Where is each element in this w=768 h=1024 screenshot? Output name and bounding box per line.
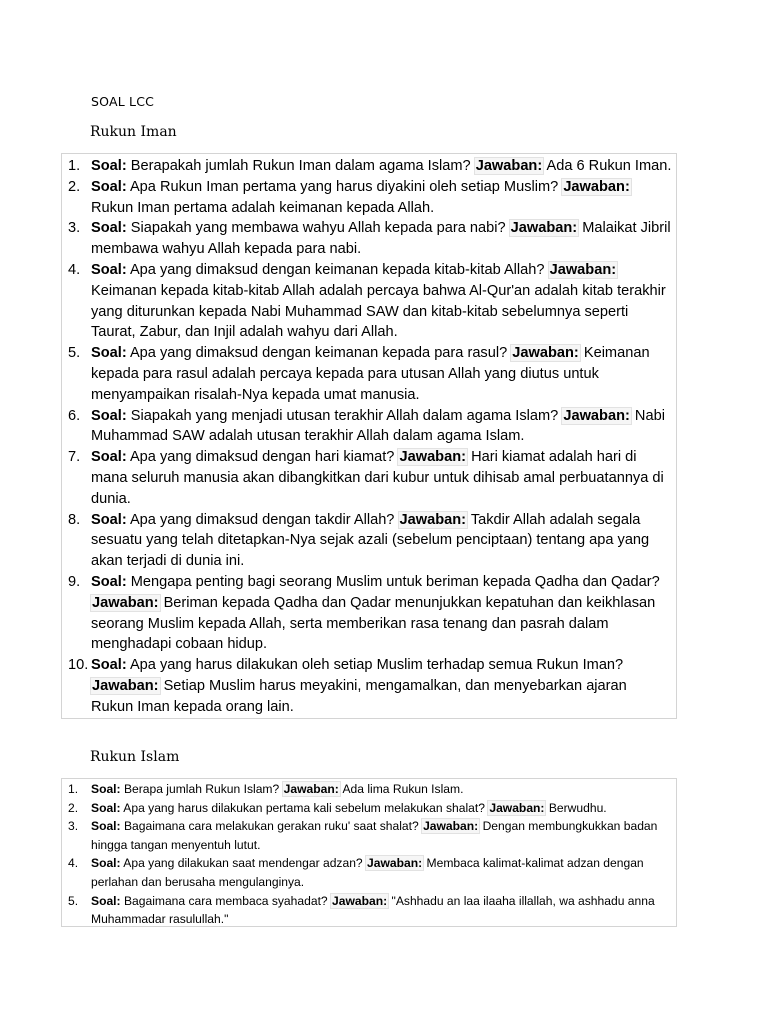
answer-text: Ada lima Rukun Islam. [342, 782, 464, 796]
answer-label: Jawaban: [399, 449, 466, 466]
question-text: Apa yang dilakukan saat mendengar adzan? [123, 856, 363, 871]
question-text: Apa yang harus dilakukan pertama kali sebelum melakukan shalat? [123, 800, 485, 815]
question-label: Soal: [91, 819, 121, 834]
qa-box-rukun-iman [61, 153, 677, 719]
question-label: Soal: [91, 800, 121, 815]
qa-item [62, 799, 672, 818]
answer-label: Jawaban: [92, 594, 159, 611]
item-number: 1. [68, 782, 79, 796]
answer-label: Jawaban: [92, 677, 159, 694]
question-text: Siapakah yang menjadi utusan terakhir Allah dalam agama Islam? [130, 407, 559, 424]
answer-text: Berwudhu. [548, 800, 607, 815]
qa-item [62, 218, 672, 260]
answer-label: Jawaban: [475, 158, 543, 174]
answer-text: Ada 6 Rukun Iman. [546, 158, 672, 174]
qa-item [62, 655, 672, 717]
question-text: Berapakah jumlah Rukun Iman dalam agama Islam? [130, 158, 471, 174]
answer-text: "Ashhadu an laa ilaaha illallah, wa ashhadu anna Muhammadar rasulullah." [91, 893, 655, 927]
question-label: Soal: [91, 178, 127, 195]
question-text: Apa Rukun Iman pertama yang harus diyakini oleh setiap Muslim? [129, 178, 559, 195]
item-number: 2. [68, 800, 79, 815]
answer-label: Jawaban: [283, 782, 339, 796]
question-label: Soal: [91, 407, 127, 424]
qa-item [62, 260, 672, 343]
answer-text: Membaca kalimat-kalimat adzan dengan perlahan dan berusaha mengulanginya. [91, 856, 644, 889]
item-number: 1. [68, 158, 81, 174]
question-label: Soal: [91, 782, 121, 796]
answer-label: Jawaban: [563, 178, 630, 195]
item-number: 9. [68, 573, 81, 590]
answer-label: Jawaban: [332, 893, 388, 908]
answer-text: Malaikat Jibril membawa wahyu Allah kepada para nabi. [91, 220, 671, 258]
section-heading-rukun-islam: Rukun Islam [90, 749, 180, 765]
qa-item [62, 892, 672, 929]
item-number: 5. [68, 893, 79, 908]
qa-item [62, 854, 672, 891]
answer-text: Rukun Iman pertama adalah keimanan kepada Allah. [91, 199, 435, 216]
answer-label: Jawaban: [563, 407, 630, 424]
question-label: Soal: [91, 856, 121, 871]
question-text: Apa yang dimaksud dengan keimanan kepada para rasul? [129, 345, 508, 362]
question-label: Soal: [91, 345, 127, 362]
answer-text: Beriman kepada Qadha dan Qadar menunjukkan kepatuhan dan keikhlasan seorang Muslim kepada Allah, serta memberikan rasa tenang dan pasrah dalam menghadapi cobaan hidup. [91, 594, 656, 653]
qa-list-rukun-iman [62, 156, 672, 718]
question-label: Soal: [91, 158, 127, 174]
question-text: Mengapa penting bagi seorang Muslim untuk beriman kepada Qadha dan Qadar? [130, 573, 660, 590]
question-text: Bagaimana cara melakukan gerakan ruku' saat shalat? [123, 819, 419, 834]
question-text: Apa yang dimaksud dengan keimanan kepada kitab-kitab Allah? [129, 261, 545, 278]
qa-item [62, 343, 672, 405]
answer-text: Keimanan kepada para rasul adalah percaya kepada para utusan Allah yang diutus untuk menyampaikan risalah-Nya kepada umat manusia. [91, 345, 650, 403]
document-title: SOAL LCC [91, 94, 155, 109]
answer-label: Jawaban: [399, 511, 467, 528]
question-label: Soal: [91, 893, 121, 908]
answer-text: Keimanan kepada kitab-kitab Allah adalah percaya bahwa Al-Qur'an adalah kitab terakhir yang diturunkan kepada Nabi Muhammad SAW dan kitab-kitab sebelumnya seperti Taurat, Zabur, dan Injil adalah wahyu dari Allah. [91, 282, 666, 341]
item-number: 8. [68, 511, 81, 528]
answer-label: Jawaban: [549, 261, 617, 278]
qa-item [62, 177, 672, 219]
item-number: 6. [68, 407, 81, 424]
answer-label: Jawaban: [512, 345, 579, 362]
section-heading-rukun-iman: Rukun Iman [90, 124, 177, 140]
answer-text: Setiap Muslim harus meyakini, mengamalkan, dan menyebarkan ajaran Rukun Iman kepada orang lain. [91, 677, 627, 715]
question-text: Apa yang dimaksud dengan takdir Allah? [129, 511, 395, 528]
answer-label: Jawaban: [423, 819, 479, 834]
qa-item [62, 780, 672, 799]
qa-box-rukun-islam [61, 778, 677, 927]
qa-item [62, 510, 672, 572]
qa-item [62, 447, 672, 509]
question-text: Apa yang dimaksud dengan hari kiamat? [129, 449, 395, 466]
question-label: Soal: [91, 511, 127, 528]
answer-text: Hari kiamat adalah hari di mana seluruh manusia akan dibangkitkan dari kubur untuk dihisab amal perbuatannya di dunia. [91, 449, 664, 507]
item-number: 2. [68, 178, 81, 195]
question-text: Siapakah yang membawa wahyu Allah kepada para nabi? [130, 220, 506, 237]
answer-label: Jawaban: [367, 856, 423, 871]
qa-list-rukun-islam [62, 780, 672, 929]
question-label: Soal: [91, 220, 127, 237]
answer-text: Takdir Allah adalah segala sesuatu yang telah ditetapkan-Nya sejak azali (sebelum penciptaan) tentang apa yang akan terjadi di dunia ini. [91, 511, 650, 570]
answer-label: Jawaban: [510, 220, 578, 237]
question-label: Soal: [91, 261, 127, 278]
item-number: 7. [68, 449, 81, 466]
answer-text: Dengan membungkukkan badan hingga tangan menyentuh lutut. [91, 819, 658, 852]
answer-label: Jawaban: [489, 800, 545, 815]
question-text: Berapa jumlah Rukun Islam? [123, 782, 280, 796]
item-number: 4. [68, 261, 81, 278]
item-number: 4. [68, 856, 79, 871]
qa-item [62, 156, 672, 177]
question-label: Soal: [91, 449, 127, 466]
qa-item [62, 406, 672, 448]
item-number: 3. [68, 819, 79, 834]
qa-item [62, 817, 672, 854]
question-text: Apa yang harus dilakukan oleh setiap Muslim terhadap semua Rukun Iman? [129, 657, 624, 674]
item-number: 10. [68, 657, 89, 674]
question-text: Bagaimana cara membaca syahadat? [123, 893, 328, 908]
item-number: 3. [68, 220, 81, 237]
answer-text: Nabi Muhammad SAW adalah utusan terakhir Allah dalam agama Islam. [91, 407, 665, 445]
item-number: 5. [68, 345, 81, 362]
qa-item [62, 572, 672, 655]
question-label: Soal: [91, 657, 127, 674]
question-label: Soal: [91, 573, 127, 590]
